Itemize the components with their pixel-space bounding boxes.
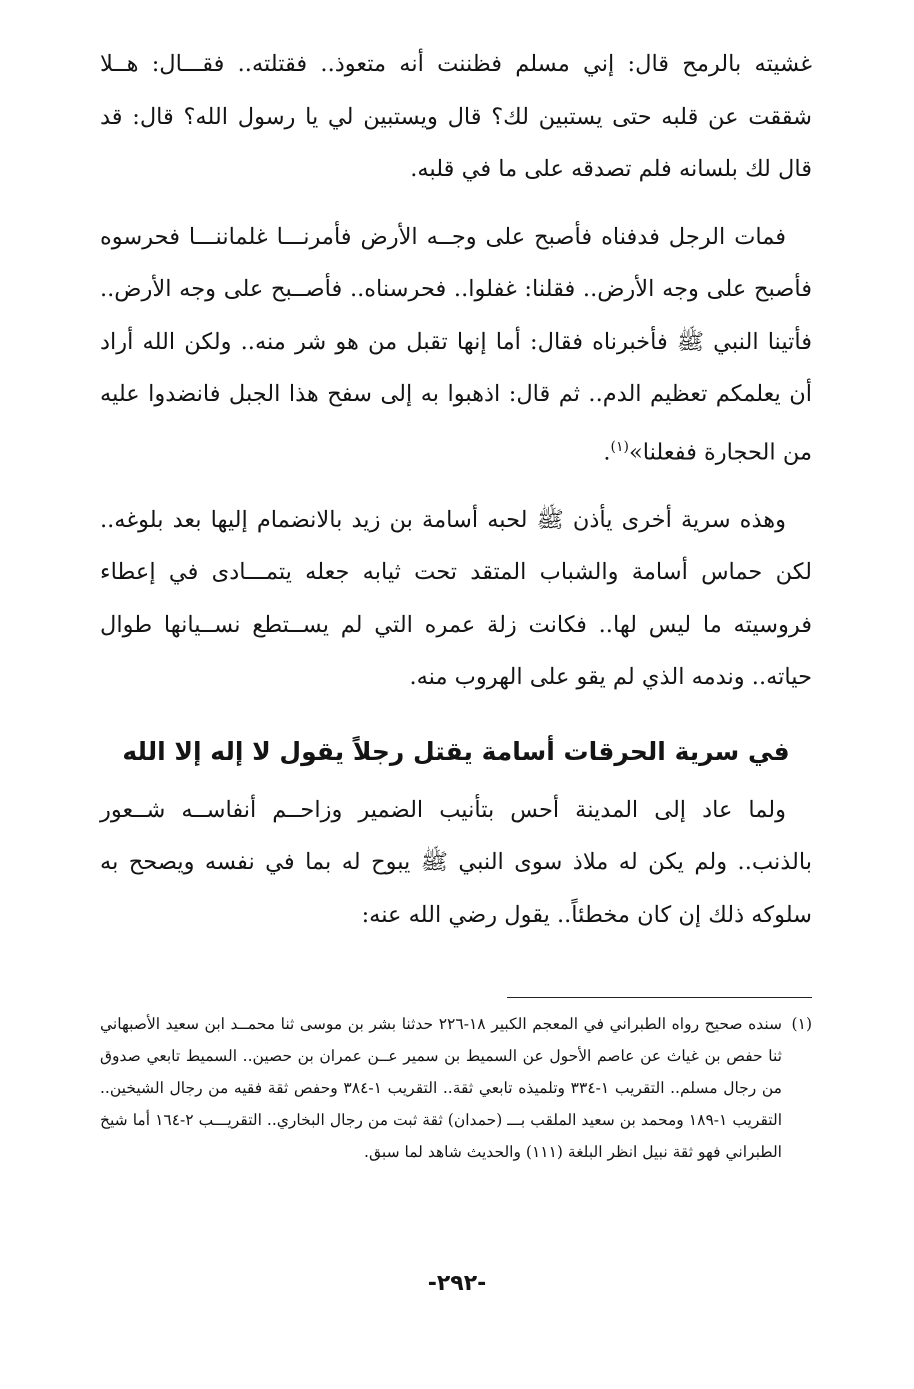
paragraph-1: غشيته بالرمح قال: إني مسلم فظننت أنه متعوذ.. فقتلته.. فقـــال: هــلا شققت عن قلبه حتى يستبين لك؟ قال ويستبين لي يا رسول الله؟ قال: قد قال لك بلسانه فلم تصدقه على ما في قلبه. bbox=[100, 51, 812, 182]
footnote-number: (١) bbox=[791, 1015, 812, 1033]
paragraph-3: وهذه سرية أخرى يأذن ﷺ لحبه أسامة بن زيد بالانضمام إليها بعد بلوغه.. لكن حماس أسامة والشباب المتقد تحت ثيابه جعله يتمـــادى في إعطاء فروسيته ما ليس لها.. فكانت زلة عمره التي لم يســتطع نســيانها طوال حياته.. وندمه الذي لم يقو على الهروب منه. bbox=[100, 506, 812, 690]
section-heading: في سرية الحرقات أسامة يقتل رجلاً يقول لا إله إلا الله bbox=[122, 736, 790, 766]
footnote-text: سنده صحيح رواه الطبراني في المعجم الكبير ١٨-٢٢٦ حدثنا بشر بن موسى ثنا محمــد ابن سعيد الأصبهاني ثنا حفص بن غياث عن عاصم الأحول عن السميط بن سمير عــن عمران بن حصين.. السميط تابعي صدوق من رجال مسلم.. التقريب ١-٣٣٤ وتلميذه تابعي ثقة.. التقريب ١-٣٨٤ وحفص ثقة فقيه من رجال الشيخين.. التقريب ١-١٨٩ ومحمد بن سعيد الملقب بـــ (حمدان) ثقة ثبت من رجال البخاري.. التقريـــب ٢-١٦٤ أما شيخ الطبراني فهو ثقة نبيل انظر البلغة (١١١) والحديث شاهد لما سبق. bbox=[100, 1015, 783, 1161]
paragraph-4: ولما عاد إلى المدينة أحس بتأنيب الضمير وزاحــم أنفاســه شــعور بالذنب.. ولم يكن له ملاذ سوى النبي ﷺ يبوح له بما في نفسه ويصحح به سلوكه ذلك إن كان مخطئاً.. يقول رضي الله عنه: bbox=[100, 796, 812, 928]
page-body bbox=[100, 38, 812, 1168]
paragraph-2: فمات الرجل فدفناه فأصبح على وجــه الأرض فأمرنـــا غلماننـــا فحرسوه فأصبح على وجه الأرض.. فقلنا: غفلوا.. فحرسناه.. فأصــبح على وجه الأرض.. فأتينا النبي ﷺ فأخبرناه فقال: أما إنها تقبل من هو شر منه.. ولكن الله أراد أن يعلمكم تعظيم الدم.. ثم قال: اذهبوا به إلى سفح هذا الجبل فانضدوا عليه من الحجارة ففعلنا»$^{(١)}$. bbox=[100, 223, 812, 465]
page-number: -٢٩٢- bbox=[427, 1271, 487, 1296]
paragraph-2-text: فمات الرجل فدفناه فأصبح على وجــه الأرض فأمرنـــا غلماننـــا فحرسوه فأصبح على وجه الأرض.. فقلنا: غفلوا.. فحرسناه.. فأصــبح على وجه الأرض.. فأتينا النبي ﷺ فأخبرناه فقال: أما إنها تقبل من هو شر منه.. ولكن الله أراد أن يعلمكم تعظيم الدم.. ثم قال: اذهبوا به إلى سفح هذا الجبل فانضدوا عليه من الحجارة ففعلنا» bbox=[100, 223, 812, 465]
footnote-reference: (١) bbox=[610, 438, 629, 455]
footnote bbox=[100, 1008, 812, 1168]
footnote-divider bbox=[507, 997, 812, 998]
